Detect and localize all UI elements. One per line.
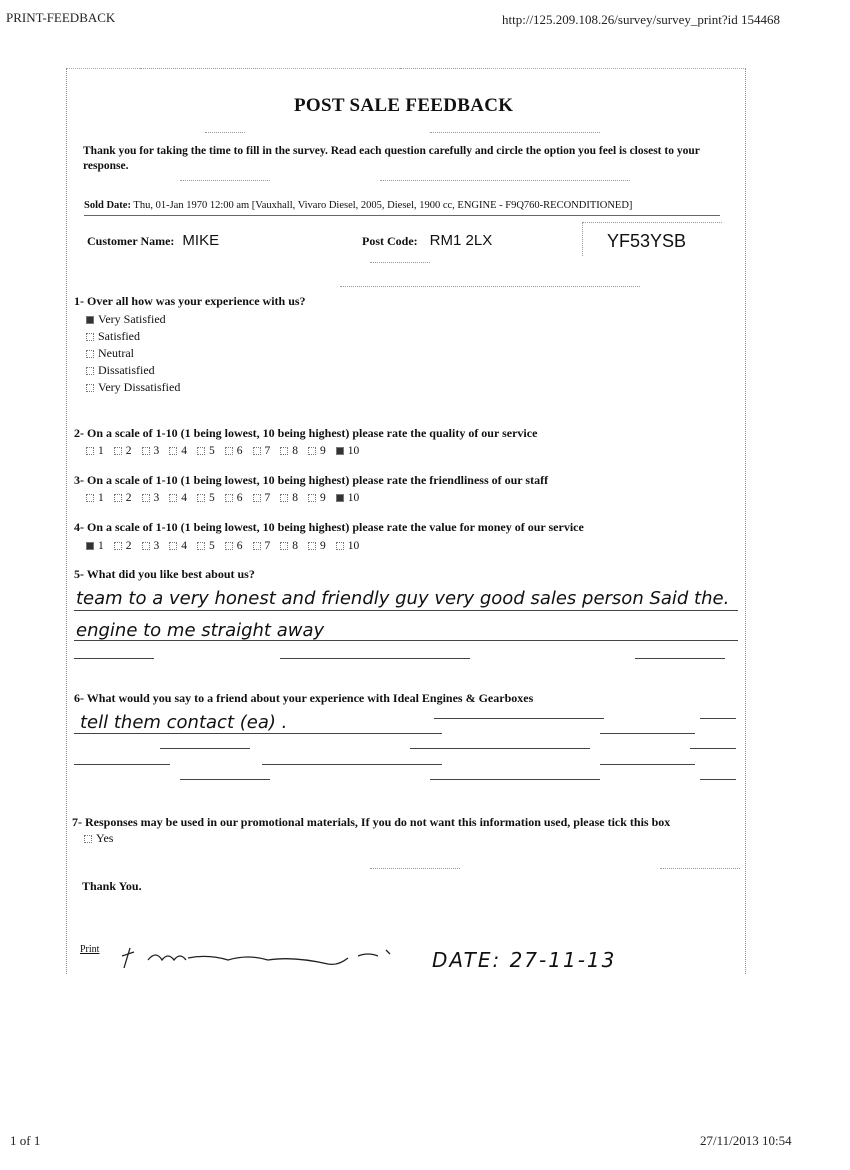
question-1: 1- Over all how was your experience with us? — [74, 294, 306, 308]
q4-scale-option-4[interactable]: 4 — [169, 540, 187, 552]
checkbox-icon — [197, 447, 205, 455]
q4-scale-option-8[interactable]: 8 — [280, 540, 298, 552]
checkbox-icon — [280, 494, 288, 502]
answer-line — [410, 748, 590, 749]
dotted-rule — [370, 262, 430, 263]
q4-scale-option-2[interactable]: 2 — [114, 540, 132, 552]
checkbox-checked-icon — [86, 542, 94, 550]
q2-scale — [86, 441, 369, 459]
customer-row — [87, 232, 219, 250]
q3-scale-option-8[interactable]: 8 — [280, 492, 298, 504]
question-6: 6- What would you say to a friend about your experience with Ideal Engines & Gearboxes — [74, 691, 534, 705]
answer-line — [74, 640, 738, 641]
dotted-rule — [370, 868, 460, 869]
registration-plate: YF53YSB — [582, 222, 722, 256]
q2-scale-option-8[interactable]: 8 — [280, 445, 298, 457]
checkbox-icon — [225, 542, 233, 550]
handwritten-date: DATE: 27-11-13 — [432, 948, 617, 972]
q2-scale-option-3[interactable]: 3 — [142, 445, 160, 457]
dotted-rule — [400, 68, 490, 69]
q3-scale-option-5[interactable]: 5 — [197, 492, 215, 504]
checkbox-icon — [142, 542, 150, 550]
q4-scale-option-6[interactable]: 6 — [225, 540, 243, 552]
q1-option-very-dissatisfied[interactable]: Very Dissatisfied — [86, 379, 180, 396]
answer-line — [430, 779, 600, 780]
answer-line — [600, 764, 695, 765]
q3-scale-option-6[interactable]: 6 — [225, 492, 243, 504]
sold-date-row — [84, 200, 724, 211]
q3-scale-option-2[interactable]: 2 — [114, 492, 132, 504]
checkbox-icon — [114, 542, 122, 550]
q2-scale-option-1[interactable]: 1 — [86, 445, 104, 457]
q4-scale-option-1[interactable]: 1 — [86, 540, 104, 552]
question-3: 3- On a scale of 1-10 (1 being lowest, 10 being highest) please rate the friendliness of our staff — [74, 473, 549, 487]
answer-line — [74, 610, 738, 611]
closing-text: Thank You. — [82, 879, 142, 893]
checkbox-icon — [225, 447, 233, 455]
customer-name-value: MIKE — [182, 232, 220, 249]
question-4: 4- On a scale of 1-10 (1 being lowest, 10 being highest) please rate the value for money of our service — [74, 520, 584, 534]
checkbox-icon — [308, 447, 316, 455]
postcode-row — [362, 232, 492, 250]
checkbox-icon — [169, 447, 177, 455]
checkbox-checked-icon — [336, 447, 344, 455]
answer-line — [434, 718, 604, 719]
checkbox-checked-icon — [86, 316, 94, 324]
answer-line — [700, 718, 736, 719]
checkbox-icon — [114, 494, 122, 502]
dotted-rule — [430, 132, 600, 133]
form-title: POST SALE FEEDBACK — [294, 95, 514, 116]
q2-scale-option-7[interactable]: 7 — [253, 445, 271, 457]
answer-line — [180, 779, 270, 780]
checkbox-icon — [308, 494, 316, 502]
checkbox-checked-icon — [336, 494, 344, 502]
dotted-rule — [140, 68, 260, 69]
checkbox-icon — [197, 542, 205, 550]
q3-scale — [86, 488, 369, 506]
q3-scale-option-1[interactable]: 1 — [86, 492, 104, 504]
q2-scale-option-5[interactable]: 5 — [197, 445, 215, 457]
q4-scale-option-3[interactable]: 3 — [142, 540, 160, 552]
checkbox-icon — [280, 542, 288, 550]
q3-scale-option-7[interactable]: 7 — [253, 492, 271, 504]
print-header-url: http://125.209.108.26/survey/survey_print?id 154468 — [502, 12, 781, 27]
q2-scale-option-2[interactable]: 2 — [114, 445, 132, 457]
q4-scale-option-7[interactable]: 7 — [253, 540, 271, 552]
q1-option-dissatisfied[interactable]: Dissatisfied — [86, 362, 180, 379]
checkbox-icon — [253, 542, 261, 550]
postcode-label: Post Code: — [362, 234, 418, 248]
checkbox-icon — [336, 542, 344, 550]
checkbox-icon — [142, 447, 150, 455]
checkbox-icon — [169, 542, 177, 550]
answer-line — [74, 764, 170, 765]
sold-date-label: Sold Date: — [84, 200, 131, 211]
footer-page-count: 1 of 1 — [10, 1133, 41, 1148]
question-5: 5- What did you like best about us? — [74, 567, 255, 581]
answer-line — [700, 779, 736, 780]
q3-scale-option-3[interactable]: 3 — [142, 492, 160, 504]
print-label: Print — [80, 944, 100, 955]
checkbox-icon — [253, 494, 261, 502]
q5-answer-line1: team to a very honest and friendly guy very good sales person Said the. — [76, 588, 730, 609]
q2-scale-option-10[interactable]: 10 — [336, 445, 360, 457]
q1-option-satisfied[interactable]: Satisfied — [86, 328, 180, 345]
dotted-rule — [660, 868, 740, 869]
checkbox-icon — [86, 494, 94, 502]
q2-scale-option-4[interactable]: 4 — [169, 445, 187, 457]
checkbox-icon — [114, 447, 122, 455]
answer-line — [635, 658, 725, 659]
checkbox-icon — [142, 494, 150, 502]
checkbox-icon — [280, 447, 288, 455]
q4-scale-option-9[interactable]: 9 — [308, 540, 326, 552]
checkbox-icon — [84, 835, 92, 843]
q1-option-neutral[interactable]: Neutral — [86, 345, 180, 362]
answer-line — [74, 658, 154, 659]
q6-answer: tell them contact (ea) . — [80, 712, 288, 733]
q3-scale-option-10[interactable]: 10 — [336, 492, 360, 504]
answer-line — [280, 658, 470, 659]
q2-scale-option-6[interactable]: 6 — [225, 445, 243, 457]
q1-option-very-satisfied[interactable]: Very Satisfied — [86, 311, 180, 328]
print-header-title: PRINT-FEEDBACK — [6, 10, 116, 25]
q3-scale-option-4[interactable]: 4 — [169, 492, 187, 504]
checkbox-icon — [86, 367, 94, 375]
signature-scribble — [118, 938, 408, 978]
answer-line — [160, 748, 250, 749]
question-7: 7- Responses may be used in our promotional materials, If you do not want this information used, please tick this box — [72, 815, 671, 829]
checkbox-icon — [197, 494, 205, 502]
dotted-rule — [180, 180, 270, 181]
answer-line — [690, 748, 736, 749]
question-2: 2- On a scale of 1-10 (1 being lowest, 10 being highest) please rate the quality of our service — [74, 426, 538, 440]
q4-scale-option-5[interactable]: 5 — [197, 540, 215, 552]
q4-scale-option-10[interactable]: 10 — [336, 540, 360, 552]
q4-scale — [86, 536, 369, 554]
q7-option-yes[interactable]: Yes — [84, 831, 113, 846]
checkbox-icon — [86, 384, 94, 392]
q2-scale-option-9[interactable]: 9 — [308, 445, 326, 457]
sold-date-value: Thu, 01-Jan 1970 12:00 am [Vauxhall, Vivaro Diesel, 2005, Diesel, 1900 cc, ENGINE - F9Q760-RECONDITIONED] — [133, 200, 633, 211]
answer-line — [262, 764, 442, 765]
dotted-rule — [205, 132, 245, 133]
checkbox-icon — [253, 447, 261, 455]
footer-timestamp: 27/11/2013 10:54 — [700, 1133, 792, 1148]
customer-name-label: Customer Name: — [87, 234, 175, 248]
answer-line — [74, 733, 442, 734]
q5-answer-line2: engine to me straight away — [76, 620, 325, 641]
checkbox-icon — [225, 494, 233, 502]
sold-date-underline — [84, 215, 720, 216]
q1-options — [86, 311, 180, 396]
checkbox-icon — [86, 447, 94, 455]
checkbox-icon — [169, 494, 177, 502]
checkbox-icon — [86, 333, 94, 341]
checkbox-icon — [308, 542, 316, 550]
postcode-value: RM1 2LX — [429, 232, 493, 249]
intro-text: Thank you for taking the time to fill in the survey. Read each question carefully and circle the option you feel is closest to your response. — [83, 145, 700, 172]
dotted-rule — [340, 286, 640, 287]
dotted-rule — [380, 180, 630, 181]
q3-scale-option-9[interactable]: 9 — [308, 492, 326, 504]
answer-line — [600, 733, 695, 734]
checkbox-icon — [86, 350, 94, 358]
